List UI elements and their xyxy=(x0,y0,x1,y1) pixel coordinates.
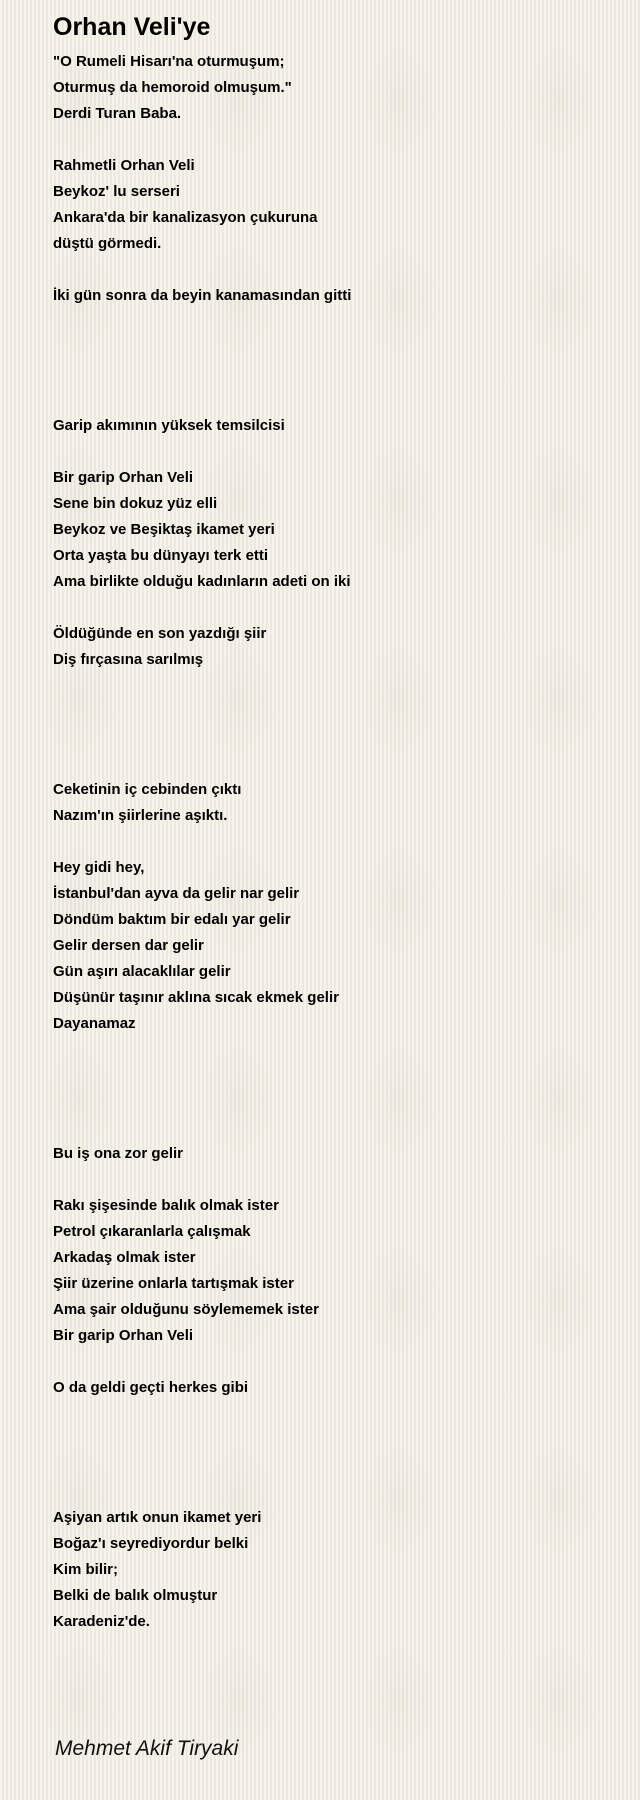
poem-line: Orta yaşta bu dünyayı terk etti xyxy=(53,547,269,564)
poem-line: Bu iş ona zor gelir xyxy=(53,1145,184,1162)
stanza-break xyxy=(53,1401,613,1427)
poem-body xyxy=(53,49,613,1635)
stanza-break xyxy=(53,1063,613,1089)
poem-line: "O Rumeli Hisarı'na oturmuşum; xyxy=(53,53,285,70)
stanza-break xyxy=(53,699,613,725)
poem-line: Düşünür taşınır aklına sıcak ekmek gelir xyxy=(53,989,339,1006)
stanza-break xyxy=(53,1349,613,1375)
poem-page xyxy=(53,0,613,1635)
poem-line: Hey gidi hey, xyxy=(53,859,145,876)
poem-line: Dayanamaz xyxy=(53,1015,136,1032)
poem-line: Bir garip Orhan Veli xyxy=(53,1327,194,1344)
poem-line: Petrol çıkaranlarla çalışmak xyxy=(53,1223,251,1240)
stanza-break xyxy=(53,1089,613,1115)
stanza-break xyxy=(53,439,613,465)
poem-line: Ama şair olduğunu söylememek ister xyxy=(53,1301,319,1318)
poem-line: Öldüğünde en son yazdığı şiir xyxy=(53,625,267,642)
poem-line: Derdi Turan Baba. xyxy=(53,105,182,122)
poem-line: Gün aşırı alacaklılar gelir xyxy=(53,963,231,980)
stanza-break xyxy=(53,309,613,335)
poem-line: Garip akımının yüksek temsilcisi xyxy=(53,417,285,434)
poem-line: Şiir üzerine onlarla tartışmak ister xyxy=(53,1275,294,1292)
poem-line: Gelir dersen dar gelir xyxy=(53,937,204,954)
poem-line: Aşiyan artık onun ikamet yeri xyxy=(53,1509,262,1526)
poem-line: Belki de balık olmuştur xyxy=(53,1587,218,1604)
poem-line: Beykoz ve Beşiktaş ikamet yeri xyxy=(53,521,275,538)
poem-line: Nazım'ın şiirlerine aşıktı. xyxy=(53,807,228,824)
poem-line: İstanbul'dan ayva da gelir nar gelir xyxy=(53,885,300,902)
poem-line: Ankara'da bir kanalizasyon çukuruna xyxy=(53,209,318,226)
stanza-break xyxy=(53,1115,613,1141)
stanza-break xyxy=(53,127,613,153)
poem-line: Rahmetli Orhan Veli xyxy=(53,157,195,174)
stanza-break xyxy=(53,257,613,283)
stanza-break xyxy=(53,361,613,387)
stanza-break xyxy=(53,673,613,699)
stanza-break xyxy=(53,751,613,777)
poem-line: Karadeniz'de. xyxy=(53,1613,150,1630)
poem-line: Kim bilir; xyxy=(53,1561,119,1578)
stanza-break xyxy=(53,387,613,413)
stanza-break xyxy=(53,725,613,751)
stanza-break xyxy=(53,595,613,621)
stanza-break xyxy=(53,1453,613,1479)
poem-author: Mehmet Akif Tiryaki xyxy=(55,1737,239,1760)
poem-line: düştü görmedi. xyxy=(53,235,162,252)
stanza-break xyxy=(53,1037,613,1063)
poem-line: Döndüm baktım bir edalı yar gelir xyxy=(53,911,291,928)
poem-line: Oturmuş da hemoroid olmuşum." xyxy=(53,79,292,96)
poem-line: İki gün sonra da beyin kanamasından gitti xyxy=(53,287,352,304)
poem-line: Boğaz'ı seyrediyordur belki xyxy=(53,1535,249,1552)
poem-line: Arkadaş olmak ister xyxy=(53,1249,196,1266)
poem-line: Sene bin dokuz yüz elli xyxy=(53,495,218,512)
poem-title: Orhan Veli'ye xyxy=(53,13,211,41)
stanza-break xyxy=(53,1427,613,1453)
stanza-break xyxy=(53,1479,613,1505)
poem-line: Bir garip Orhan Veli xyxy=(53,469,194,486)
poem-line: O da geldi geçti herkes gibi xyxy=(53,1379,249,1396)
poem-line: Ama birlikte olduğu kadınların adeti on iki xyxy=(53,573,351,590)
stanza-break xyxy=(53,829,613,855)
poem-line: Beykoz' lu serseri xyxy=(53,183,180,200)
poem-line: Ceketinin iç cebinden çıktı xyxy=(53,781,242,798)
poem-line: Rakı şişesinde balık olmak ister xyxy=(53,1197,279,1214)
stanza-break xyxy=(53,1167,613,1193)
stanza-break xyxy=(53,335,613,361)
poem-line: Diş fırçasına sarılmış xyxy=(53,651,204,668)
